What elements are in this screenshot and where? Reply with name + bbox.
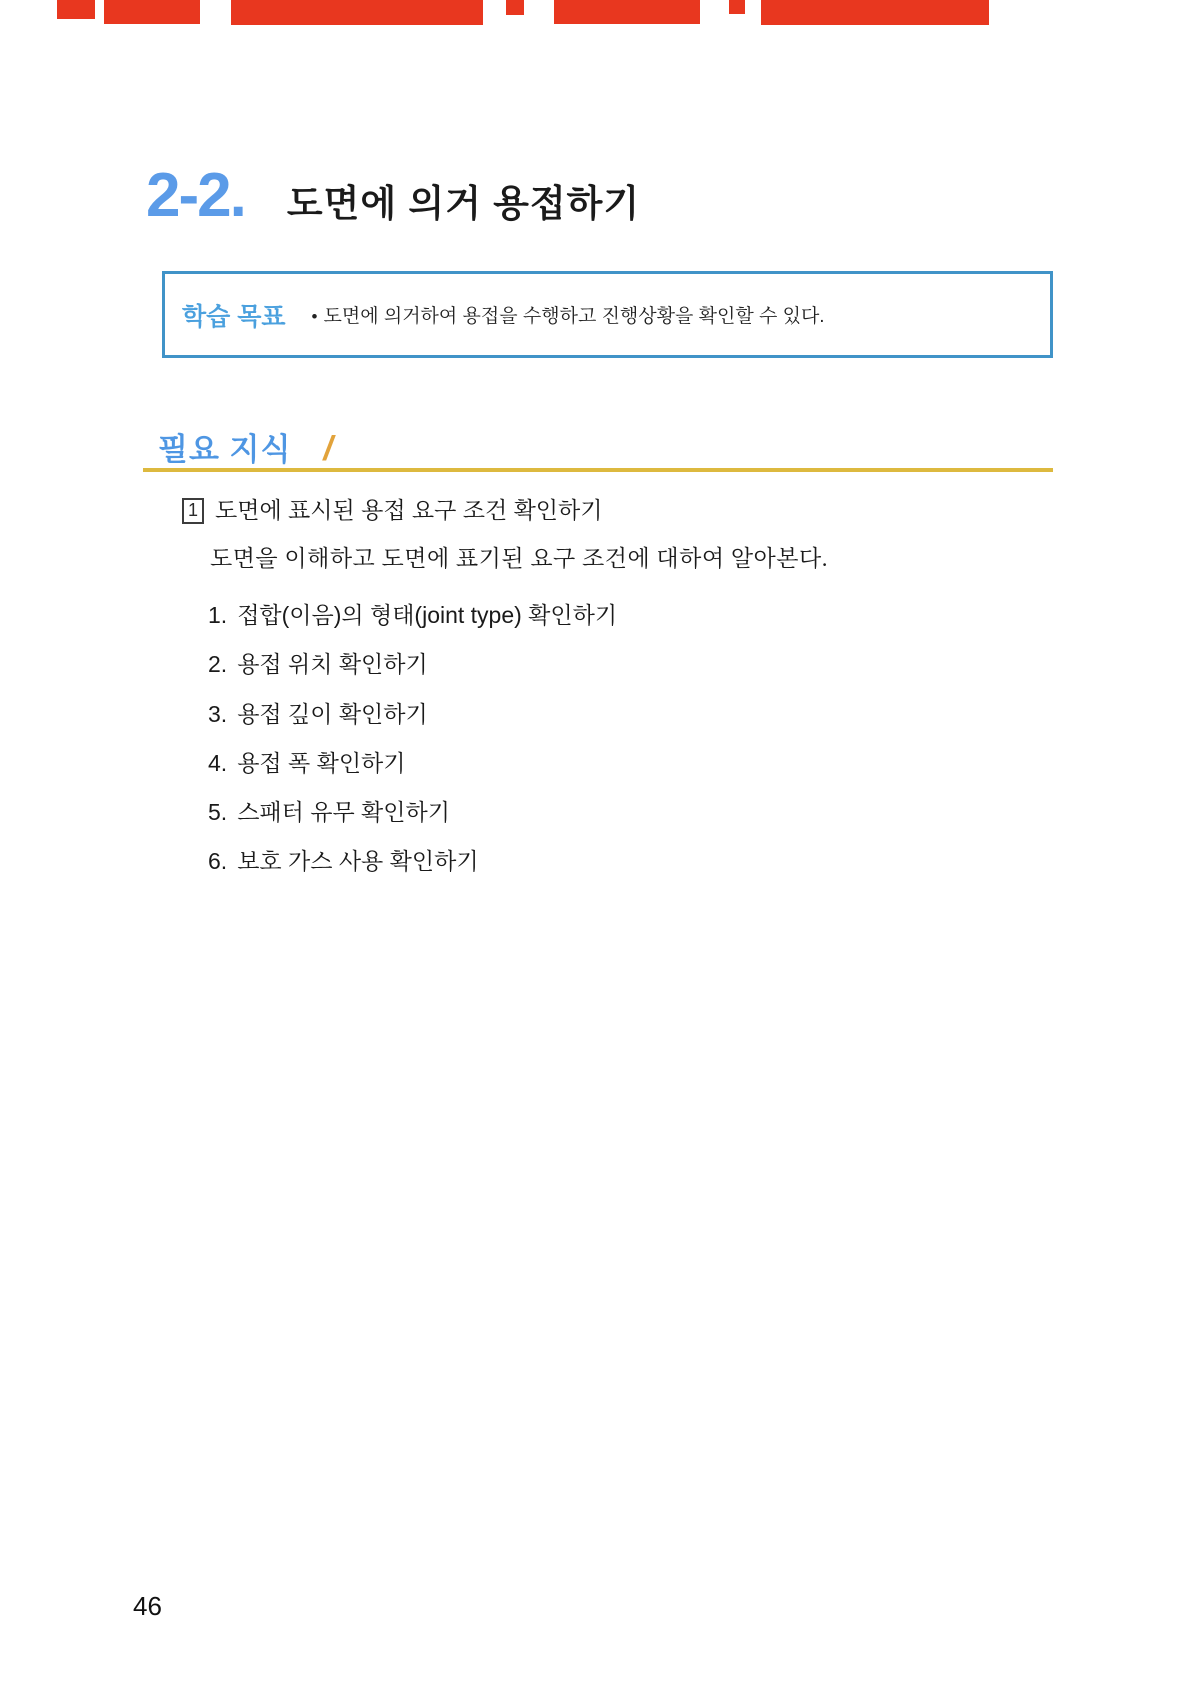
list-item-text: 스패터 유무 확인하기 (237, 799, 450, 825)
list-item-text: 보호 가스 사용 확인하기 (237, 848, 479, 874)
objectives-box (162, 271, 1053, 358)
objective-line (312, 301, 825, 328)
bullet-icon: • (311, 307, 318, 326)
list-item (208, 597, 617, 630)
section-number: 2-2. (146, 161, 245, 230)
scan-artifact-strip (0, 0, 1200, 28)
list-item-text: 접합(이음)의 형태(joint type) 확인하기 (237, 602, 618, 628)
knowledge-heading-row (158, 424, 333, 469)
scan-artifact-red-block (554, 0, 700, 24)
section-divider (143, 468, 1053, 472)
scan-artifact-red-block (104, 0, 200, 24)
page-title: 도면에 의거 용접하기 (286, 183, 641, 224)
scan-artifact-red-block (57, 0, 95, 19)
objective-text: 도면에 의거하여 용접을 수행하고 진행상황을 확인할 수 있다. (323, 306, 825, 327)
list-item (208, 794, 450, 827)
list-item-number: 1. (208, 602, 228, 628)
objectives-label: 학습 목표 (182, 302, 286, 331)
list-item (208, 745, 406, 778)
list-item-number: 5. (208, 799, 228, 825)
list-item (208, 843, 479, 876)
intro-text: 도면을 이해하고 도면에 표기된 요구 조건에 대하여 알아본다. (210, 546, 828, 571)
list-item-number: 2. (208, 651, 228, 677)
requirement-item-title: 도면에 표시된 용접 요구 조건 확인하기 (215, 497, 603, 523)
list-item-number: 3. (208, 701, 228, 727)
slash-icon: / (323, 430, 333, 468)
scan-artifact-red-block (729, 0, 745, 14)
boxed-number-marker: 1 (182, 498, 204, 524)
page-number: 46 (133, 1591, 162, 1621)
list-item (208, 696, 428, 729)
scan-artifact-red-block (231, 0, 483, 25)
list-item-number: 4. (208, 750, 228, 776)
scan-artifact-red-block (506, 0, 524, 15)
list-item (208, 646, 428, 679)
list-item-number: 6. (208, 848, 228, 874)
section-header (146, 160, 640, 231)
list-item-text: 용접 깊이 확인하기 (237, 701, 428, 727)
list-item-text: 용접 위치 확인하기 (237, 651, 428, 677)
scan-artifact-red-block (761, 0, 989, 25)
knowledge-heading: 필요 지식 (158, 432, 292, 467)
list-item-text: 용접 폭 확인하기 (237, 750, 406, 776)
requirement-item-line (182, 492, 602, 525)
